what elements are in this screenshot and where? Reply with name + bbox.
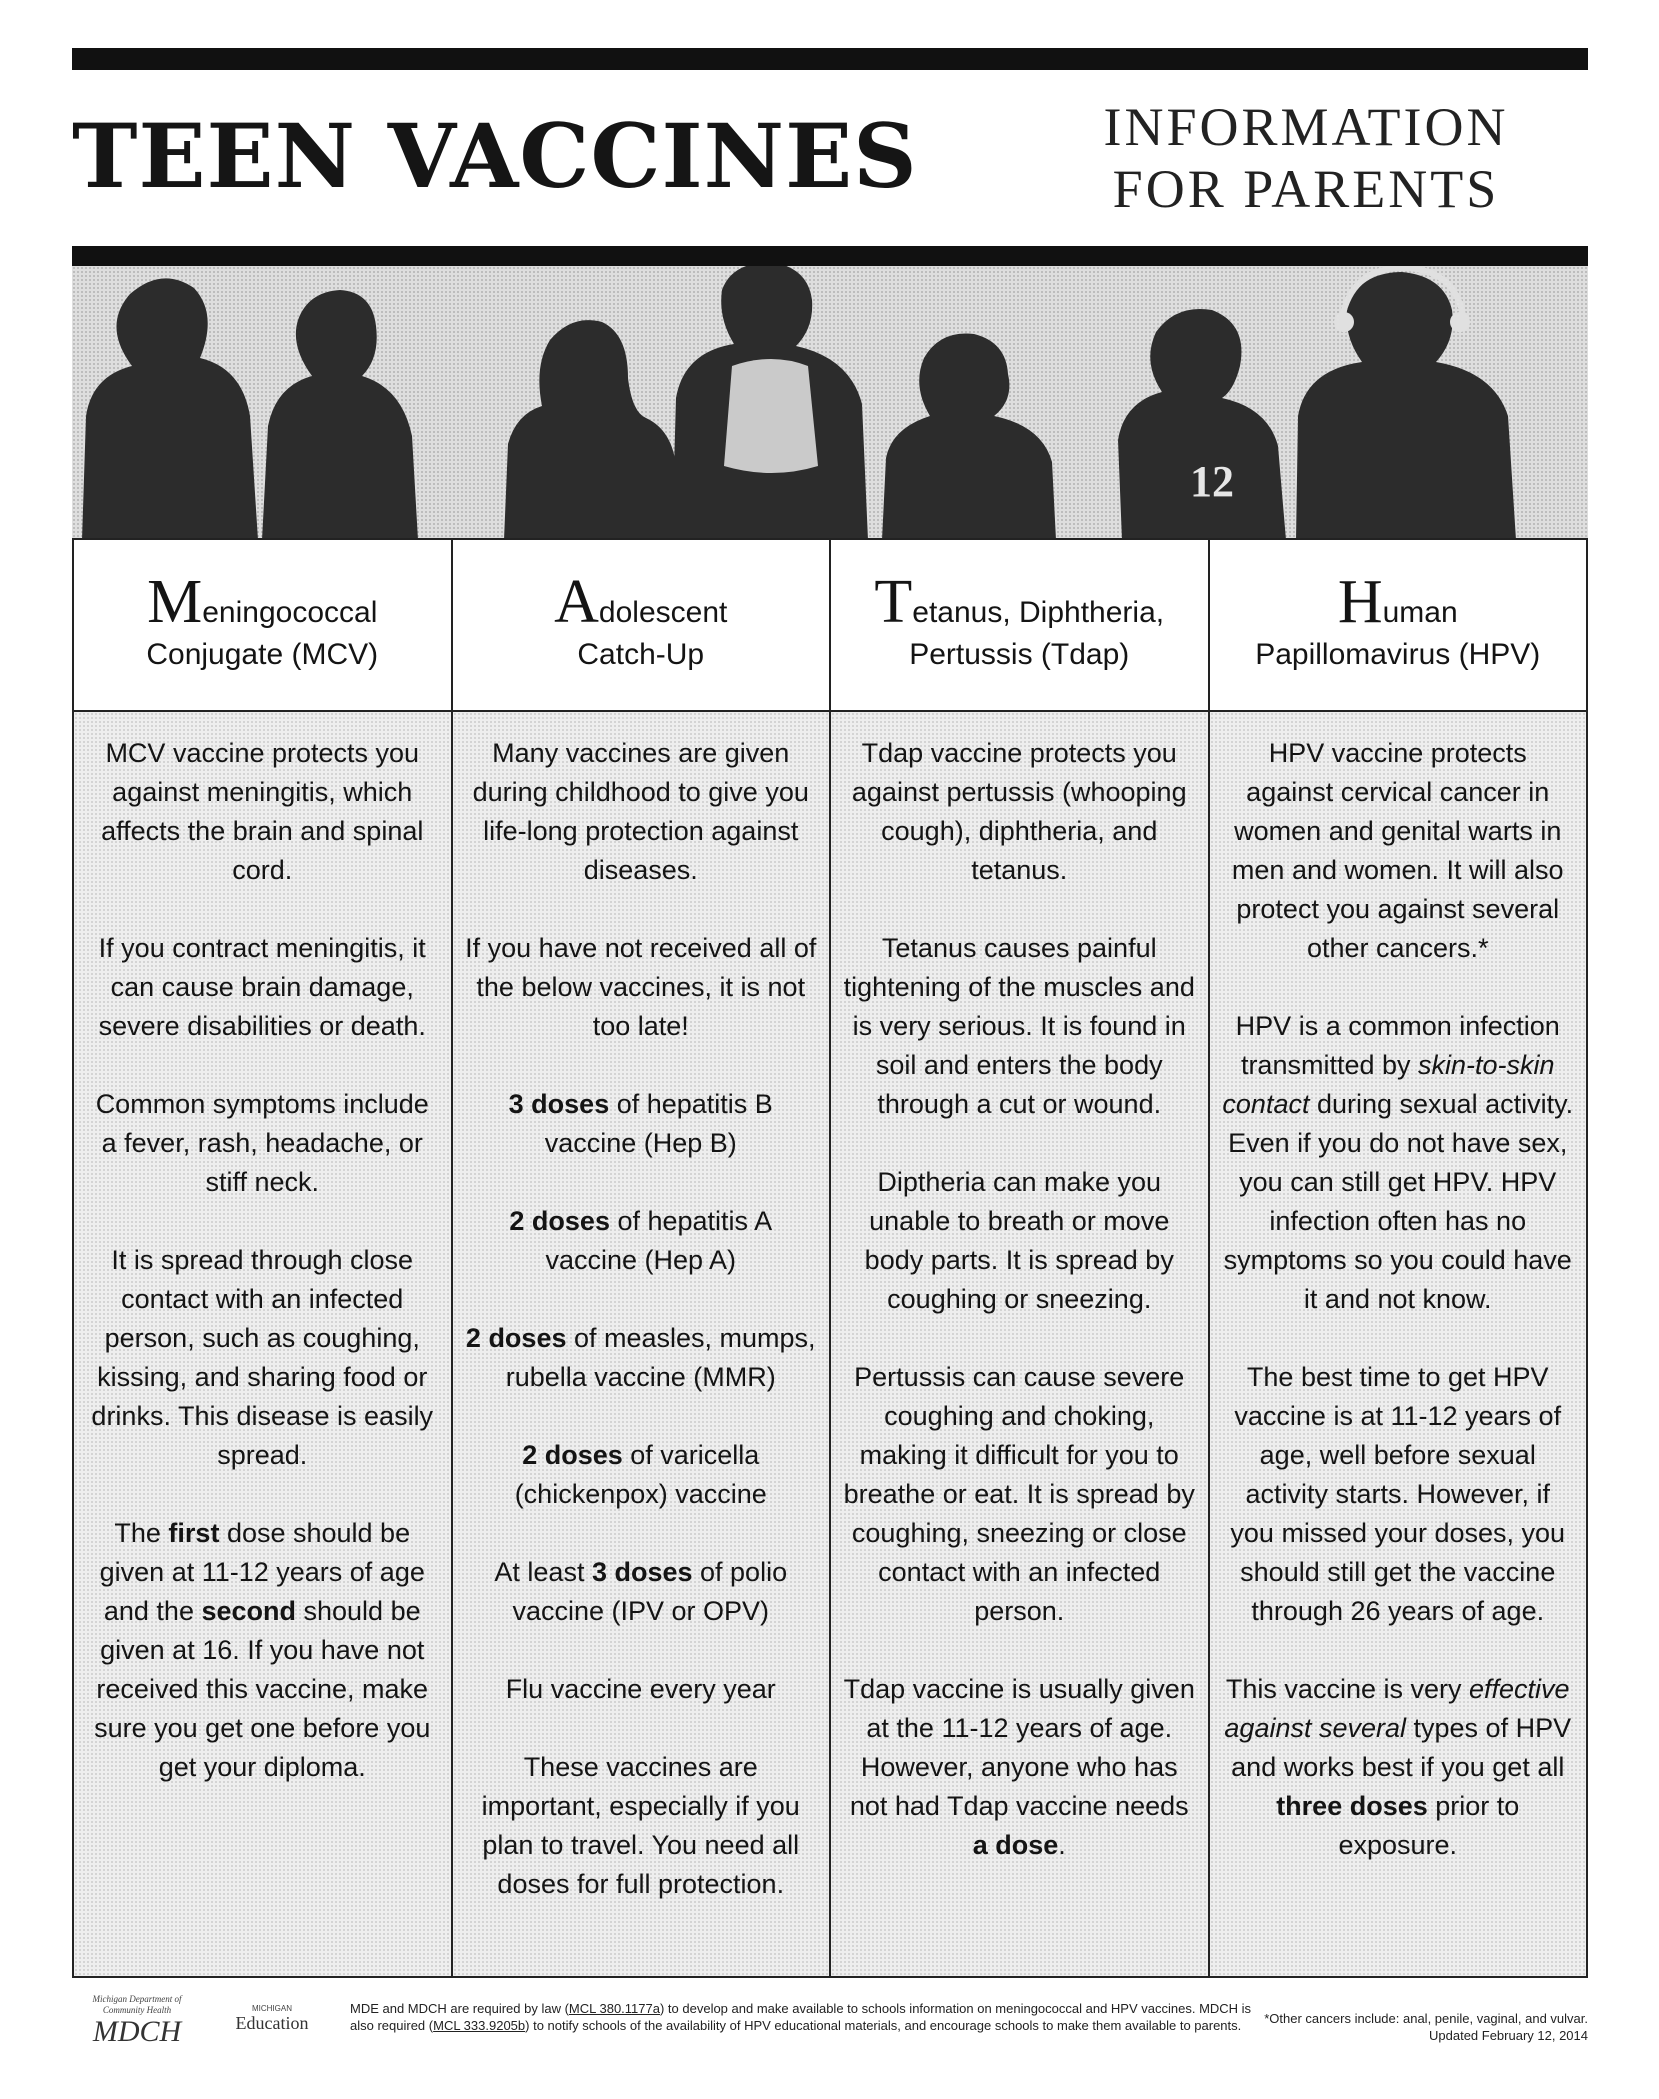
tdap-paragraph-4: Pertussis can cause severe coughing and choking, making it difficult for you to breathe or eat. It is spread by coughing, sneezing or close contact with an infected person. [843, 1362, 1195, 1626]
vaccine-info-table [72, 538, 1588, 1978]
mcv-paragraph-2: If you contract meningitis, it can cause brain damage, severe disabilities or death. [98, 933, 426, 1041]
column-body-tdap [831, 712, 1208, 1976]
text-run: of hepatitis A vaccine (Hep A) [545, 1206, 773, 1275]
mcv-paragraph-4: It is spread through close contact with an infected person, such as coughing, kissing, and sharing food or drinks. This disease is easily spread. [91, 1245, 434, 1470]
tdap-paragraph-5 [843, 1670, 1196, 1865]
text-run: during sexual activity. Even if you do not have sex, you can still get HPV. HPV infection often has no symptoms so you could have it and not know. [1223, 1089, 1574, 1314]
column-catchup [453, 540, 832, 1976]
catchup-flu: Flu vaccine every year [505, 1674, 776, 1704]
top-rule [72, 48, 1588, 70]
updated-date: Updated February 12, 2014 [1429, 2028, 1588, 2043]
law-reference-link[interactable]: MCL 380.1177a [568, 2001, 660, 2016]
headphone-right [1450, 312, 1470, 332]
text-run: HPV is a common infection transmitted by [1235, 1011, 1560, 1080]
tdap-paragraph-2: Tetanus causes painful tightening of the muscles and is very serious. It is found in soil and enters the body through a cut or wound. [843, 933, 1195, 1119]
italic-run: skin-to-skin contact [1222, 1050, 1555, 1119]
mdch-logo-subtext: Michigan Department of Community Health [92, 1994, 182, 2015]
column-header-hpv [1210, 540, 1587, 712]
hpv-paragraph-2 [1222, 1007, 1575, 1319]
subtitle-line-1: INFORMATION [1103, 97, 1509, 157]
tdap-paragraph-1: Tdap vaccine protects you against pertussis (whooping cough), diphtheria, and tetanus. [851, 738, 1187, 885]
header-rule [72, 246, 1588, 266]
catchup-paragraph-travel: These vaccines are important, especially if you plan to travel. You need all doses for full protection. [481, 1752, 800, 1899]
mdch-logo-text: MDCH [92, 2015, 182, 2048]
text-run: should be given at 16. If you have not received this vaccine, make sure you get one before you get your diploma. [94, 1596, 431, 1782]
bold-run: 3 doses [591, 1557, 693, 1587]
silhouette-3 [504, 320, 680, 540]
silhouettes-illustration [72, 266, 1588, 540]
bold-run: 2 doses [522, 1440, 623, 1470]
column-header-mcv [74, 540, 451, 712]
column-header-tdap [831, 540, 1208, 712]
column-body-catchup [453, 712, 830, 1976]
text-run: Tdap vaccine is usually given at the 11-12 years of age. However, anyone who has not had Tdap vaccine needs [843, 1674, 1195, 1821]
silhouette-2 [262, 290, 418, 540]
catchup-paragraph-2: If you have not received all of the below vaccines, it is not too late! [465, 933, 817, 1041]
bold-run: second [201, 1596, 296, 1626]
column-header-catchup [453, 540, 830, 712]
bold-run: three doses [1276, 1791, 1428, 1821]
bold-run: a dose [972, 1830, 1059, 1860]
header-title: uman [1382, 596, 1458, 629]
column-body-mcv [74, 712, 451, 1976]
legal-note [350, 2000, 1270, 2034]
header-title: dolescent [598, 596, 728, 629]
mdch-logo [72, 1994, 202, 2048]
mde-logo-subtext: MICHIGAN [252, 2004, 292, 2013]
silhouette-5 [882, 334, 1056, 541]
header-initial: H [1337, 568, 1383, 636]
bold-run: 3 doses [508, 1089, 610, 1119]
header-subtitle: Pertussis (Tdap) [909, 638, 1130, 671]
mcv-paragraph-3: Common symptoms include a fever, rash, headache, or stiff neck. [95, 1089, 429, 1197]
catchup-hepa [465, 1202, 818, 1280]
text-run: ) to notify schools of the availability of HPV educational materials, and encourage schools to make them available to parents. [525, 2018, 1242, 2033]
italic-run: effective against several [1224, 1674, 1570, 1743]
hpv-paragraph-1: HPV vaccine protects against cervical cancer in women and genital warts in men and women. It will also protect you against several other cancers.* [1231, 738, 1564, 963]
header-title: etanus, Diphtheria, [912, 596, 1165, 629]
header-initial: M [147, 568, 203, 636]
silhouette-1 [82, 278, 258, 540]
headphone-left [1334, 312, 1354, 332]
law-reference-link[interactable]: MCL 333.9205b [433, 2018, 526, 2033]
mcv-paragraph-5 [86, 1514, 439, 1787]
catchup-mmr [465, 1319, 818, 1397]
cancers-footnote: *Other cancers include: anal, penile, vaginal, and vulvar. [1264, 2011, 1588, 2026]
text-run: of varicella (chickenpox) vaccine [514, 1440, 767, 1509]
header-initial: A [554, 568, 599, 636]
footer-notes-right [1248, 2010, 1588, 2044]
catchup-paragraph-1: Many vaccines are given during childhood to give you life-long protection against diseases. [472, 738, 809, 885]
text-run: The [114, 1518, 169, 1548]
text-run: of polio vaccine (IPV or OPV) [512, 1557, 788, 1626]
tdap-paragraph-3: Diptheria can make you unable to breath or move body parts. It is spread by coughing or sneezing. [864, 1167, 1174, 1314]
page-subtitle [1036, 96, 1576, 220]
catchup-varicella [465, 1436, 818, 1514]
bold-run: 2 doses [509, 1206, 610, 1236]
catchup-hepb [465, 1085, 818, 1163]
subtitle-line-2: FOR PARENTS [1112, 159, 1500, 219]
mcv-paragraph-1: MCV vaccine protects you against meningitis, which affects the brain and spinal cord. [101, 738, 424, 885]
text-run: This vaccine is very [1225, 1674, 1469, 1704]
teen-silhouettes-banner [72, 266, 1588, 540]
text-run: . [1058, 1830, 1066, 1860]
column-mcv [74, 540, 453, 1976]
bold-run: 2 doses [465, 1323, 567, 1353]
column-tdap [831, 540, 1210, 1976]
mde-logo-text: Education [235, 2013, 309, 2033]
backpack-shape [724, 359, 818, 473]
text-run: ) to develop and make available to schools information on meningococcal and HPV vaccines. MDCH is also required ( [350, 2001, 1252, 2033]
hpv-paragraph-4 [1222, 1670, 1575, 1865]
mde-logo [222, 2004, 322, 2034]
jersey-number: 12 [1190, 457, 1234, 506]
catchup-polio [465, 1553, 818, 1631]
header-subtitle: Catch-Up [577, 638, 705, 671]
hpv-paragraph-3: The best time to get HPV vaccine is at 11-12 years of age, well before sexual activity starts. However, if you missed your doses, you should still get the vaccine through 26 years of age. [1230, 1362, 1566, 1626]
text-run: of measles, mumps, rubella vaccine (MMR) [505, 1323, 816, 1392]
bold-run: first [168, 1518, 220, 1548]
column-hpv [1210, 540, 1587, 1976]
silhouette-7 [1296, 272, 1516, 540]
page-title: TEEN VACCINES [72, 104, 918, 208]
text-run: types of HPV and works best if you get all [1231, 1713, 1572, 1782]
column-body-hpv [1210, 712, 1587, 1976]
text-run: MDE and MDCH are required by law ( [350, 2001, 569, 2016]
header-title: eningococcal [202, 596, 378, 629]
text-run: dose should be given at 11-12 years of age and the [99, 1518, 425, 1626]
header-subtitle: Papillomavirus (HPV) [1255, 638, 1541, 671]
page-footer [72, 1986, 1588, 2066]
text-run: prior to exposure. [1338, 1791, 1520, 1860]
text-run: At least [494, 1557, 592, 1587]
text-run: of hepatitis B vaccine (Hep B) [544, 1089, 773, 1158]
header-subtitle: Conjugate (MCV) [146, 638, 379, 671]
header-initial: T [874, 568, 913, 636]
